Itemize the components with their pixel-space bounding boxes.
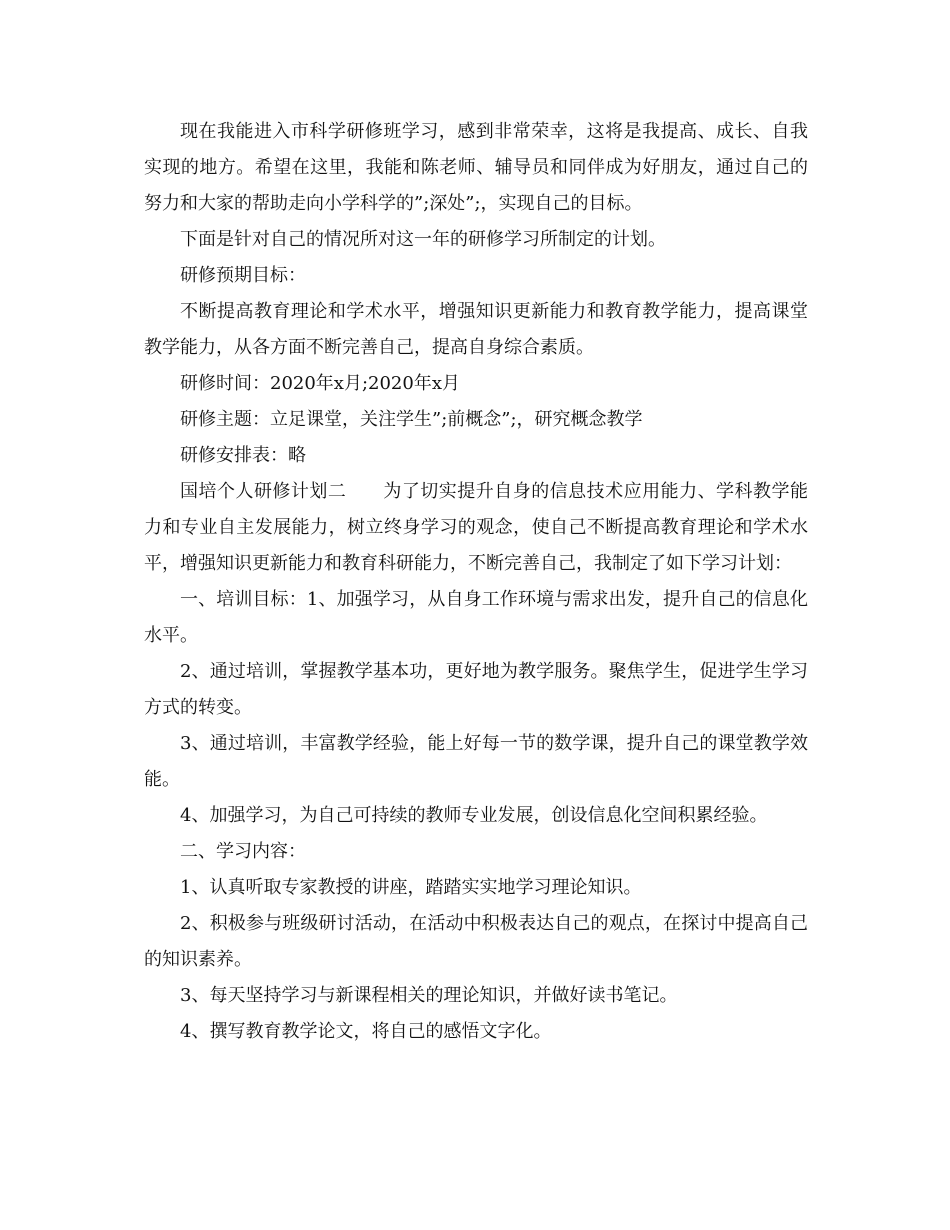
- paragraph-content-4: 4、撰写教育教学论文，将自己的感悟文字化。: [180, 1021, 552, 1042]
- paragraph-content-heading: 二、学习内容：: [180, 841, 306, 862]
- paragraph-training-goal-2: 2、通过培训，掌握教学基本功，更好地为教学服务。聚焦学生，促进学生学习方式的转变。: [144, 661, 808, 718]
- paragraph-training-goal-4: 4、加强学习，为自己可持续的教师专业发展，创设信息化空间积累经验。: [180, 805, 768, 826]
- paragraph-schedule: 研修安排表：略: [180, 445, 306, 466]
- paragraph-intro: 现在我能进入市科学研修班学习，感到非常荣幸，这将是我提高、成长、自我实现的地方。希望在这里，我能和陈老师、辅导员和同伴成为好朋友，通过自己的努力和大家的帮助走向小学科学的”;深处”;，实现自己的目标。: [144, 121, 808, 214]
- paragraph-study-time: 研修时间：2020年x月;2020年x月: [180, 373, 460, 394]
- paragraph-plan-two: 国培个人研修计划二 为了切实提升自身的信息技术应用能力、学科教学能力和专业自主发展能力，树立终身学习的观念，使自己不断提高教育理论和学术水平，增强知识更新能力和教育科研能力，不断完善自己，我制定了如下学习计划：: [144, 481, 808, 574]
- paragraph-goal-text: 不断提高教育理论和学术水平，增强知识更新能力和教育教学能力，提高课堂教学能力，从各方面不断完善自己，提高自身综合素质。: [144, 301, 808, 358]
- paragraph-content-2: 2、积极参与班级研讨活动，在活动中积极表达自己的观点，在探讨中提高自己的知识素养。: [144, 913, 808, 970]
- paragraph-goal-heading: 研修预期目标：: [180, 265, 306, 286]
- paragraph-training-goal-1: 一、培训目标：1、加强学习，从自身工作环境与需求出发，提升自己的信息化水平。: [144, 589, 808, 646]
- document-body: [144, 114, 808, 1050]
- paragraph-content-3: 3、每天坚持学习与新课程相关的理论知识，并做好读书笔记。: [180, 985, 678, 1006]
- paragraph-plan-intro: 下面是针对自己的情况所对这一年的研修学习所制定的计划。: [180, 229, 666, 250]
- paragraph-study-theme: 研修主题：立足课堂，关注学生”;前概念”;，研究概念教学: [180, 409, 643, 430]
- paragraph-content-1: 1、认真听取专家教授的讲座，踏踏实实地学习理论知识。: [180, 877, 642, 898]
- paragraph-training-goal-3: 3、通过培训，丰富教学经验，能上好每一节的数学课，提升自己的课堂教学效能。: [144, 733, 808, 790]
